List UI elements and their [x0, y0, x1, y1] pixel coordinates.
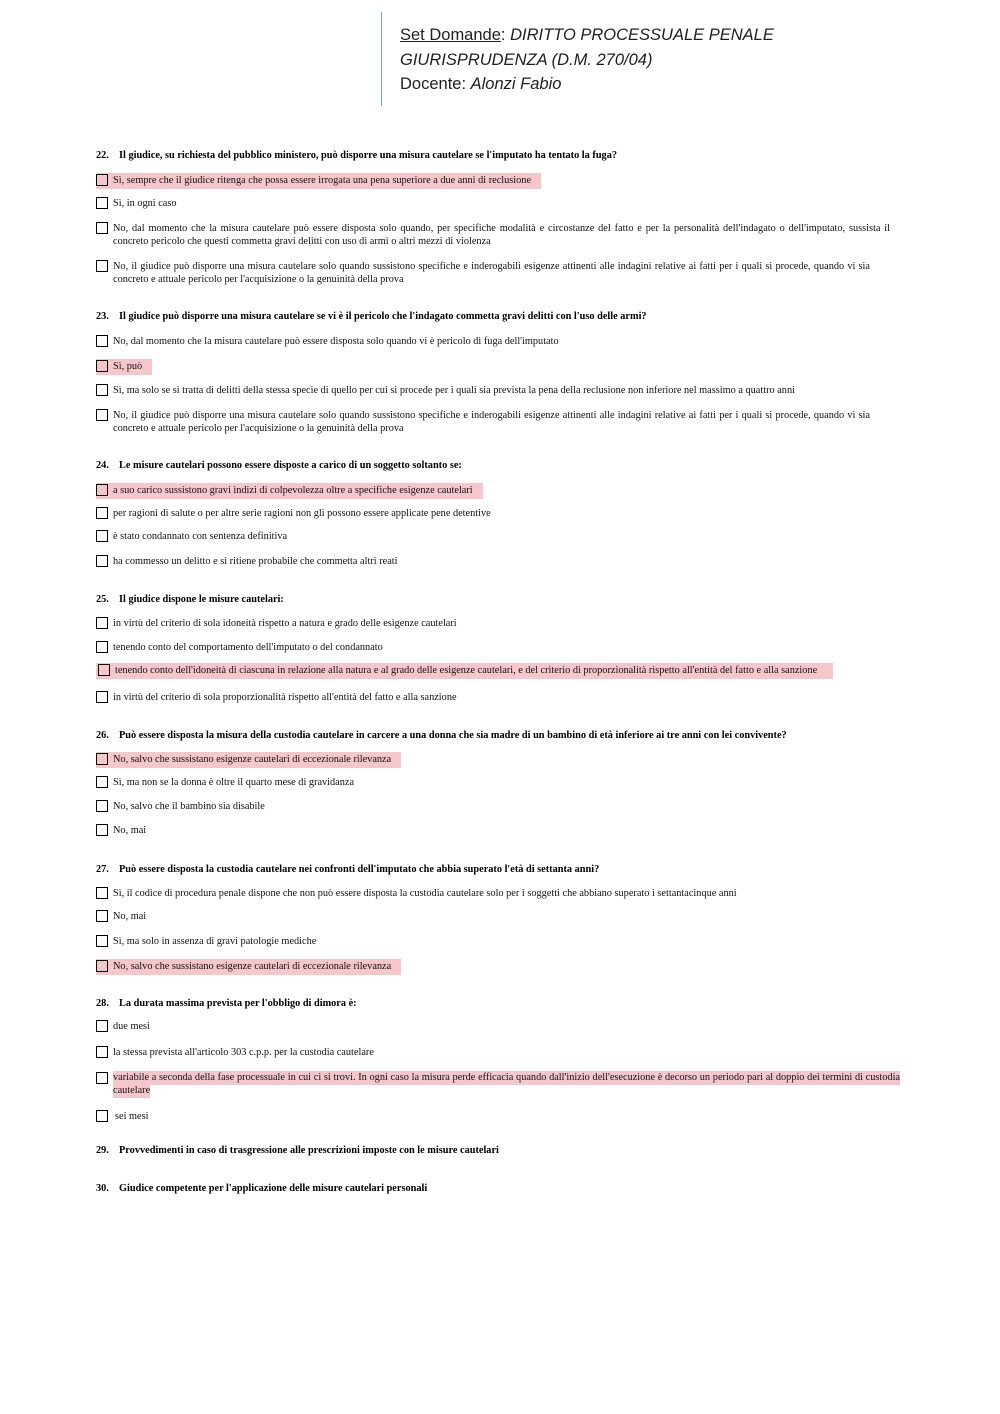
- answer-option[interactable]: Sì, può: [96, 360, 900, 375]
- checkbox[interactable]: [96, 555, 108, 567]
- document-header: [381, 12, 882, 106]
- checkbox[interactable]: [96, 1046, 108, 1058]
- set-label: Set Domande: [400, 26, 501, 44]
- answer-option[interactable]: Sì, in ogni caso: [96, 197, 900, 210]
- question-title: 30. Giudice competente per l'applicazione delle misure cautelari personali: [96, 1183, 428, 1194]
- answer-option[interactable]: No, mai: [96, 910, 900, 923]
- answer-option[interactable]: due mesi: [96, 1020, 900, 1033]
- checkbox[interactable]: [96, 1072, 108, 1084]
- checkbox[interactable]: [96, 530, 108, 542]
- checkbox[interactable]: [96, 887, 108, 899]
- teacher-name: Alonzi Fabio: [470, 75, 562, 93]
- answer-option[interactable]: No, il giudice può disporre una misura cautelare solo quando sussistono specifiche e inderogabili esigenze attinenti alle indagini relative ai fatti per i quali si procede, quando vi sia concreto e attuale pericolo per l'acquisizione o la genuinità della prova: [96, 409, 870, 435]
- checkbox[interactable]: [96, 776, 108, 788]
- answer-option[interactable]: No, mai: [96, 824, 900, 837]
- checkbox[interactable]: [96, 260, 108, 272]
- question-23: [96, 310, 896, 323]
- answer-option[interactable]: tenendo conto dell'idoneità di ciascuna in relazione alla natura e al grado delle esigenze cautelari, e del criterio di proporzionalità rispetto all'entità del fatto e alla sanzione: [96, 664, 900, 679]
- answer-option[interactable]: sei mesi: [96, 1110, 900, 1123]
- checkbox[interactable]: [96, 384, 108, 396]
- checkbox[interactable]: [96, 197, 108, 209]
- checkbox[interactable]: [96, 753, 108, 765]
- checkbox[interactable]: [96, 960, 108, 972]
- checkbox[interactable]: [96, 222, 108, 234]
- checkbox[interactable]: [96, 409, 108, 421]
- question-title: 27. Può essere disposta la custodia cautelare nei confronti dell'imputato che abbia superato l'età di settanta anni?: [96, 864, 600, 875]
- question-27: [96, 863, 896, 876]
- checkbox[interactable]: [96, 617, 108, 629]
- checkbox[interactable]: [96, 800, 108, 812]
- answer-option[interactable]: per ragioni di salute o per altre serie ragioni non gli possono essere applicate pene detentive: [96, 507, 900, 520]
- question-title: 26. Può essere disposta la misura della custodia cautelare in carcere a una donna che sia madre di un bambino di età inferiore ai tre anni con lei convivente?: [96, 730, 787, 741]
- answer-option[interactable]: No, il giudice può disporre una misura cautelare solo quando sussistono specifiche e inderogabili esigenze attinenti alle indagini relative ai fatti per i quali si procede, quando vi sia concreto e attuale pericolo per l'acquisizione o la genuinità della prova: [96, 260, 870, 286]
- checkbox[interactable]: [96, 1020, 108, 1032]
- header-line-3: [400, 72, 774, 97]
- answer-option[interactable]: la stessa prevista all'articolo 303 c.p.p. per la custodia cautelare: [96, 1046, 900, 1059]
- checkbox[interactable]: [96, 1110, 108, 1122]
- checkbox[interactable]: [96, 484, 108, 496]
- answer-option[interactable]: in virtù del criterio di sola idoneità rispetto a natura e grado delle esigenze cautelari: [96, 617, 900, 630]
- answer-option[interactable]: Sì, il codice di procedura penale dispone che non può essere disposta la custodia cautelare solo per i soggetti che abbiano superato i settantacinque anni: [96, 887, 900, 900]
- answer-option[interactable]: No, salvo che il bambino sia disabile: [96, 800, 900, 813]
- answer-option[interactable]: No, dal momento che la misura cautelare può essere disposta solo quando vi è pericolo di fuga dell'imputato: [96, 335, 900, 348]
- answer-option[interactable]: No, salvo che sussistano esigenze cautelari di eccezionale rilevanza: [96, 960, 900, 975]
- answer-option[interactable]: Sì, ma solo in assenza di gravi patologie mediche: [96, 935, 900, 948]
- question-title: 25. Il giudice dispone le misure cautelari:: [96, 594, 284, 605]
- header-line-1: [400, 23, 774, 48]
- question-30: [96, 1182, 896, 1195]
- question-29: [96, 1144, 896, 1157]
- answer-option[interactable]: tenendo conto del comportamento dell'imputato o del condannato: [96, 641, 900, 654]
- checkbox[interactable]: [96, 335, 108, 347]
- question-title: 29. Provvedimenti in caso di trasgressione alle prescrizioni imposte con le misure cautelari: [96, 1145, 499, 1156]
- checkbox[interactable]: [96, 824, 108, 836]
- answer-option[interactable]: Sì, sempre che il giudice ritenga che possa essere irrogata una pena superiore a due anni di reclusione: [96, 174, 900, 189]
- question-title: 23. Il giudice può disporre una misura cautelare se vi è il pericolo che l'indagato commetta gravi delitti con l'uso delle armi?: [96, 311, 647, 322]
- answer-option[interactable]: a suo carico sussistono gravi indizi di colpevolezza oltre a specifiche esigenze cautelari: [96, 484, 900, 499]
- answer-option[interactable]: Sì, ma solo se si tratta di delitti della stessa specie di quello per cui si procede per i quali sia prevista la pena della reclusione non inferiore nel massimo a quattro anni: [96, 384, 900, 397]
- teacher-label: Docente:: [400, 75, 471, 93]
- checkbox[interactable]: [96, 641, 108, 653]
- checkbox[interactable]: [96, 174, 108, 186]
- question-26: [96, 729, 896, 742]
- checkbox[interactable]: [98, 664, 110, 676]
- course-title-line-2: GIURISPRUDENZA (D.M. 270/04): [400, 50, 653, 69]
- checkbox[interactable]: [96, 935, 108, 947]
- answer-option[interactable]: in virtù del criterio di sola proporzionalità rispetto all'entità del fatto e alla sanzione: [96, 691, 900, 704]
- answer-option[interactable]: Sì, ma non se la donna è oltre il quarto mese di gravidanza: [96, 776, 900, 789]
- checkbox[interactable]: [96, 360, 108, 372]
- question-22: [96, 149, 896, 162]
- question-title: 24. Le misure cautelari possono essere disposte a carico di un soggetto soltanto se:: [96, 460, 462, 471]
- answer-option[interactable]: variabile a seconda della fase processuale in cui ci si trovi. In ogni caso la misura perde efficacia quando dall'inizio dell'esecuzione è decorso un periodo pari al doppio dei termini di custodia cautelare: [96, 1072, 900, 1099]
- checkbox[interactable]: [96, 691, 108, 703]
- answer-option[interactable]: No, salvo che sussistano esigenze cautelari di eccezionale rilevanza: [96, 753, 900, 768]
- question-24: [96, 459, 896, 472]
- checkbox[interactable]: [96, 507, 108, 519]
- set-separator: :: [500, 26, 511, 44]
- checkbox[interactable]: [96, 910, 108, 922]
- answer-option[interactable]: ha commesso un delitto e si ritiene probabile che commetta altri reati: [96, 555, 900, 568]
- question-title: 22. Il giudice, su richiesta del pubblico ministero, può disporre una misura cautelare se l'imputato ha tentato la fuga?: [96, 150, 617, 161]
- course-title-line-1: DIRITTO PROCESSUALE PENALE: [510, 26, 774, 44]
- question-28: [96, 997, 896, 1010]
- question-title: 28. La durata massima prevista per l'obbligo di dimora è:: [96, 998, 357, 1009]
- question-25: [96, 593, 896, 606]
- answer-option[interactable]: è stato condannato con sentenza definitiva: [96, 530, 900, 543]
- answer-option[interactable]: No, dal momento che la misura cautelare può essere disposta solo quando, per specifiche modalità e circostanze del fatto e per la personalità dell'indagato o dell'imputato, sussista il concreto pericolo che questi commetta gravi delitti con uso di armi o altri mezzi di violenza: [96, 222, 890, 248]
